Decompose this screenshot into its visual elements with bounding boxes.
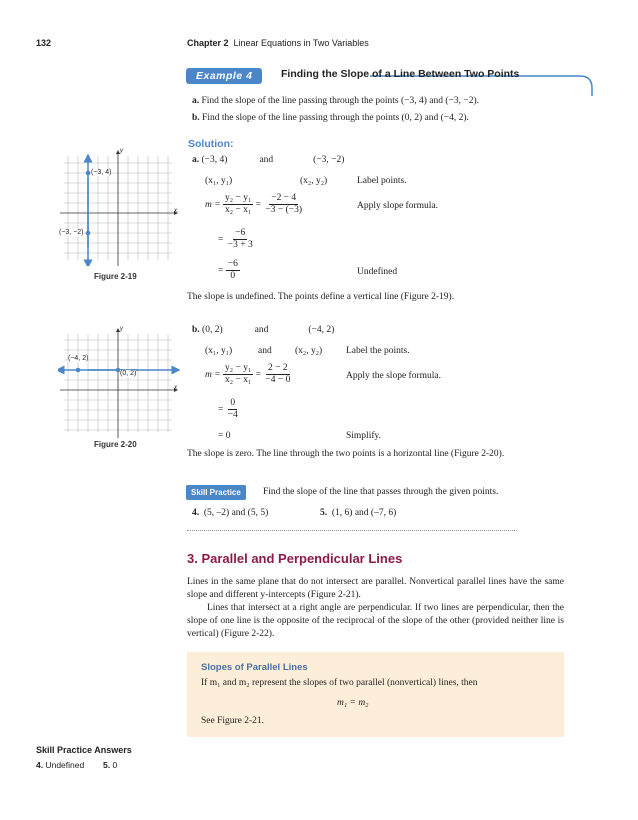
section-title: 3. Parallel and Perpendicular Lines (187, 551, 403, 566)
sol-b-result: = 0 (218, 431, 231, 441)
fig20-point-right: (0, 2) (120, 370, 137, 377)
definition-text: If m₁ and m₂ represent the slopes of two parallel (nonvertical) lines, then (201, 678, 478, 688)
definition-title: Slopes of Parallel Lines (201, 662, 308, 673)
fig19-point-top: (−3, 4) (91, 169, 112, 176)
example-title: Finding the Slope of a Line Between Two Points (281, 68, 520, 80)
figure-2-20-graph (58, 326, 183, 438)
sol-a-step3: = $\frac{-6}{-3 + 3}$ (218, 228, 253, 250)
skill-practice-q5: 5. (1, 6) and (–7, 6) (320, 508, 397, 518)
skill-practice-prompt: Find the slope of the line that passes through the given points. (263, 487, 499, 497)
sol-a-step4: = $\frac{-6}{0}$ (218, 259, 238, 281)
sol-b-conclusion: The slope is zero. The line through the two points is a horizontal line (Figure 2-20). (187, 449, 505, 459)
sol-a-note2: Apply slope formula. (357, 201, 439, 211)
sol-a-slope-formula: m = $\frac{\text{y₂ − y₁}}{\text{x₂ − x₁}}$ = $\frac{-2 - 4}{-3 - (-3)}$ (205, 193, 303, 215)
sol-b-lab2: (x₂, y₂) (295, 346, 323, 356)
answer-5: 5. 0 (103, 760, 118, 770)
page-number: 132 (36, 38, 52, 48)
section-para-1: Lines in the same plane that do not intersect are parallel. Nonvertical parallel lines have the same slope and different y-intercepts (Figure 2-21). (187, 577, 564, 600)
definition-see: See Figure 2-21. (201, 716, 265, 726)
sol-b-note1: Label the points. (346, 346, 410, 356)
solution-label: Solution: (188, 138, 234, 150)
divider (187, 530, 517, 531)
sol-b-slope-formula: m = $\frac{\text{y₂ − y₁}}{\text{x₂ − x₁}}$ = $\frac{2 - 2}{-4 - 0}$ (205, 363, 291, 385)
sol-b-lab1: (x₁, y₁) (205, 346, 233, 356)
fig19-x-label: x (174, 208, 177, 214)
sol-a-note3: Undefined (357, 267, 398, 277)
running-header (187, 38, 369, 48)
definition-formula: m₁ = m₂ (337, 698, 369, 708)
example-part-a: a. Find the slope of the line passing through the points (−3, 4) and (−3, −2). (192, 96, 480, 106)
section-para-2: Lines that intersect at a right angle are perpendicular. If two lines are perpendicular, then the slope of one line is the opposite of the reciprocal of the slope of the other (provided neither line is vertical) (Figure 2-22). (187, 603, 564, 639)
sol-b-and2: and (258, 346, 272, 356)
figure-2-19-graph (58, 148, 183, 266)
sol-b-points: b. (0, 2) and (−4, 2) (192, 325, 335, 335)
example-part-b: b. Find the slope of the line passing through the points (0, 2) and (−4, 2). (192, 113, 469, 123)
fig20-y-label: y (120, 326, 123, 332)
chapter-title: Linear Equations in Two Variables (233, 38, 369, 48)
sol-a-conclusion: The slope is undefined. The points define a vertical line (Figure 2-19). (187, 292, 455, 302)
figure-2-20-caption: Figure 2-20 (94, 440, 137, 449)
chapter-label: Chapter 2 (187, 38, 229, 48)
fig20-point-left: (−4, 2) (68, 355, 89, 362)
definition-box (187, 652, 564, 737)
sol-a-lab2: (x₂, y₂) (300, 176, 328, 186)
sol-b-step3: = $\frac{0}{-4}$ (218, 398, 238, 420)
answers-title: Skill Practice Answers (36, 745, 132, 755)
fig19-point-bottom: (−3, −2) (59, 229, 84, 236)
skill-practice-q4: 4. (5, –2) and (5, 5) (192, 508, 269, 518)
sol-a-note1: Label points. (357, 176, 407, 186)
example-label: Example 4 (186, 68, 262, 84)
figure-2-19-caption: Figure 2-19 (94, 272, 137, 281)
fig19-y-label: y (120, 148, 123, 154)
sol-b-note3: Simplify. (346, 431, 382, 441)
answer-4: 4. Undefined (36, 760, 85, 770)
sol-a-lab1: (x₁, y₁) (205, 176, 233, 186)
fig20-x-label: x (174, 385, 177, 391)
sol-a-points: a. (−3, 4) and (−3, −2) (192, 155, 345, 165)
skill-practice-label: Skill Practice (186, 485, 246, 500)
sol-b-note2: Apply the slope formula. (346, 371, 441, 381)
